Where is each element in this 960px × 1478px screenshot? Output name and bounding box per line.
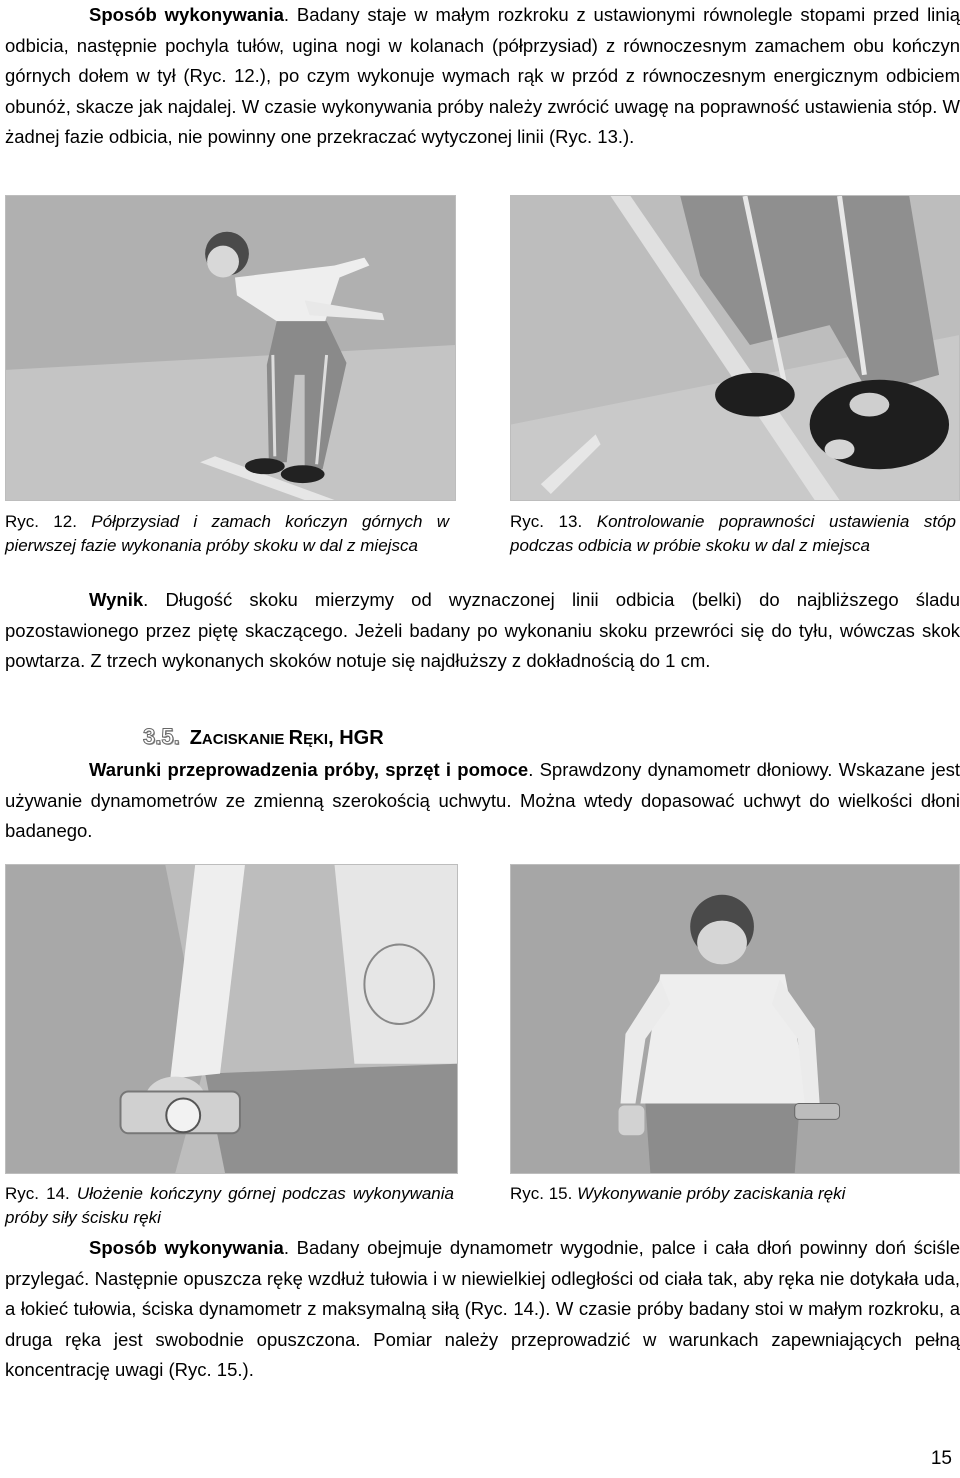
photo-child-squeezing	[510, 864, 960, 1174]
paragraph-text: . Badany staje w małym rozkroku z ustawionymi równolegle stopami przed linią odbicia, następnie pochyla tułów, ugina nogi w kolanach (półprzysiad) z równoczesnym zamachem obu kończyn górnych dołem w tył (Ryc. 12.), po czym wykonuje wymach rąk w przód z równoczesnym energicznym odbiciem obunóż, skacze jak najdalej. W czasie wykonywania próby należy zwrócić uwagę na poprawność ustawienia stóp. W żadnej fazie odbicia, nie powinny one przekraczać wytyczonej linii (Ryc. 13.).	[5, 4, 960, 147]
section-title-part: ACISKANIE	[201, 731, 289, 748]
section-heading	[143, 722, 384, 755]
caption-fig-13	[510, 510, 956, 558]
paragraph-text: . Sprawdzony dynamometr dłoniowy. Wskazane jest używanie dynamometrów ze zmienną szerokością uchwytu. Można wtedy dopasować uchwyt do wielkości dłoni badanego.	[5, 759, 960, 841]
caption-fig-14	[5, 1182, 454, 1230]
caption-text: Kontrolowanie poprawności ustawienia stóp podczas odbicia w próbie skoku w dal z miejsca	[510, 512, 957, 555]
paragraph-lead: Wynik	[89, 589, 144, 610]
photo-arm-dynamometer	[5, 864, 458, 1174]
caption-fig-12	[5, 510, 449, 558]
photo-child-half-squat	[5, 195, 456, 501]
section-title-part: , HGR	[328, 727, 384, 749]
caption-text: Wykonywanie próby zaciskania ręki	[572, 1184, 846, 1203]
caption-number: Ryc. 12.	[5, 512, 77, 531]
caption-fig-15	[510, 1182, 956, 1206]
paragraph-conditions	[5, 755, 960, 847]
paragraph-lead: Warunki przeprowadzenia próby, sprzęt i pomoce	[89, 759, 529, 780]
section-title-part: R	[288, 727, 304, 749]
paragraph-method-jump	[5, 0, 960, 153]
caption-number: Ryc. 15.	[510, 1184, 573, 1203]
paragraph-lead: Sposób wykonywania	[89, 1237, 284, 1258]
paragraph-method-grip	[5, 1233, 960, 1386]
page-number: 15	[930, 1448, 952, 1469]
section-number: 3.5.	[143, 724, 180, 749]
caption-number: Ryc. 13.	[510, 512, 583, 531]
caption-text: Półprzysiad i zamach kończyn górnych w pierwszej fazie wykonania próby skoku w dal z miejsca	[5, 512, 449, 555]
caption-text: Ułożenie kończyny górnej podczas wykonywania próby siły ścisku ręki	[5, 1184, 454, 1227]
photo-feet-at-line	[510, 195, 960, 501]
section-title-part: ĘKI	[303, 731, 329, 748]
section-title-part: Z	[189, 727, 202, 749]
paragraph-result	[5, 585, 960, 677]
paragraph-text: . Długość skoku mierzymy od wyznaczonej linii odbicia (belki) do najbliższego śladu pozostawionego przez piętę skaczącego. Jeżeli badany po wykonaniu skoku przewróci się do tyłu, wówczas skok powtarza. Z trzech wykonanych skoków notuje się najdłuższy z dokładnością do 1 cm.	[5, 589, 960, 671]
paragraph-lead: Sposób wykonywania	[89, 4, 284, 25]
caption-number: Ryc. 14.	[5, 1184, 70, 1203]
paragraph-text: . Badany obejmuje dynamometr wygodnie, palce i cała dłoń powinny doń ściśle przylegać. Następnie opuszcza rękę wzdłuż tułowia i w niewielkiej odległości od ciała tak, aby ręka nie dotykała uda, a łokieć tułowia, ściska dynamometr z maksymalną siłą (Ryc. 14.). W czasie próby badany stoi w małym rozkroku, a druga ręka jest swobodnie opuszczona. Pomiar należy przeprowadzić w warunkach zapewniających pełną koncentrację uwagi (Ryc. 15.).	[5, 1237, 960, 1380]
